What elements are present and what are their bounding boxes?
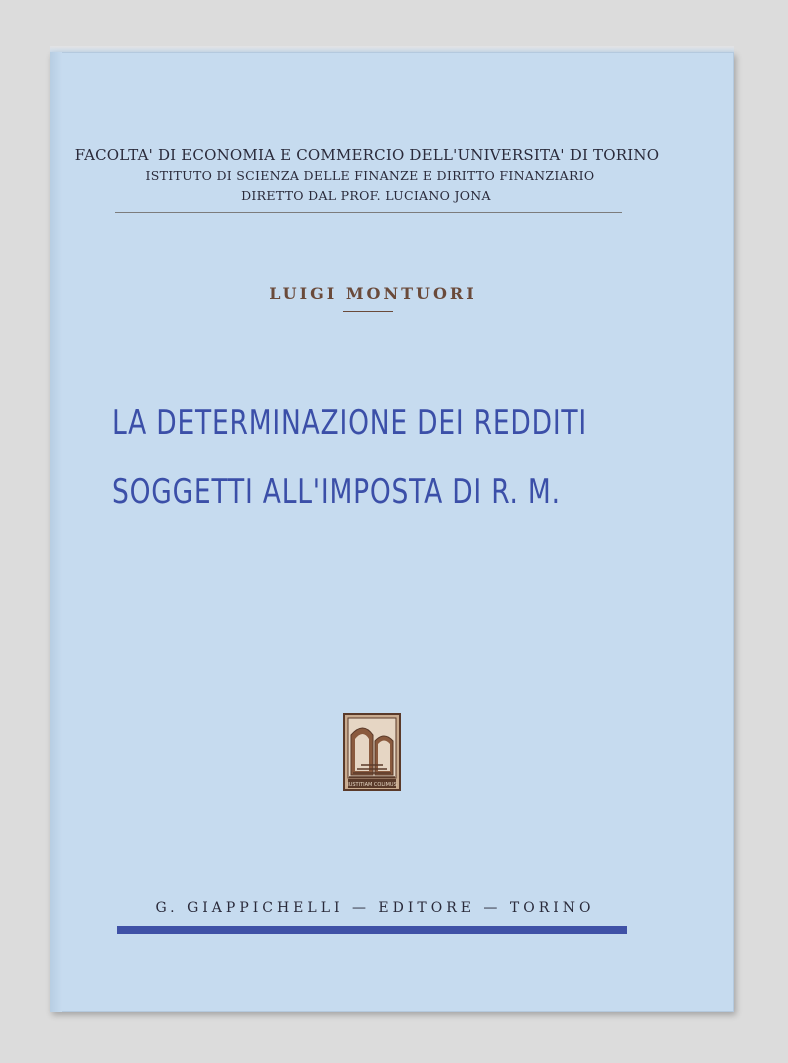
institution-line-1: FACOLTA' DI ECONOMIA E COMMERCIO DELL'UNIVERSITA' DI TORINO [74,146,660,164]
publisher-line: G. GIAPPICHELLI — EDITORE — TORINO [155,900,595,916]
publisher-logo-icon [343,713,401,791]
header-divider [115,212,622,213]
title-line-1: LA DETERMINAZIONE DEI REDDITI [112,403,588,443]
institution-line-3: DIRETTO DAL PROF. LUCIANO JONA [241,188,491,203]
author-name: LUIGI MONTUORI [269,284,477,303]
logo-motto: IUSTITIAM COLIMUS [347,782,397,788]
author-underline [343,311,393,312]
bottom-blue-rule [117,926,627,934]
institution-line-2: ISTITUTO DI SCIENZA DELLE FINANZE E DIRITTO FINANZIARIO [145,168,595,183]
title-line-2: SOGGETTI ALL'IMPOSTA DI R. M. [112,472,561,512]
